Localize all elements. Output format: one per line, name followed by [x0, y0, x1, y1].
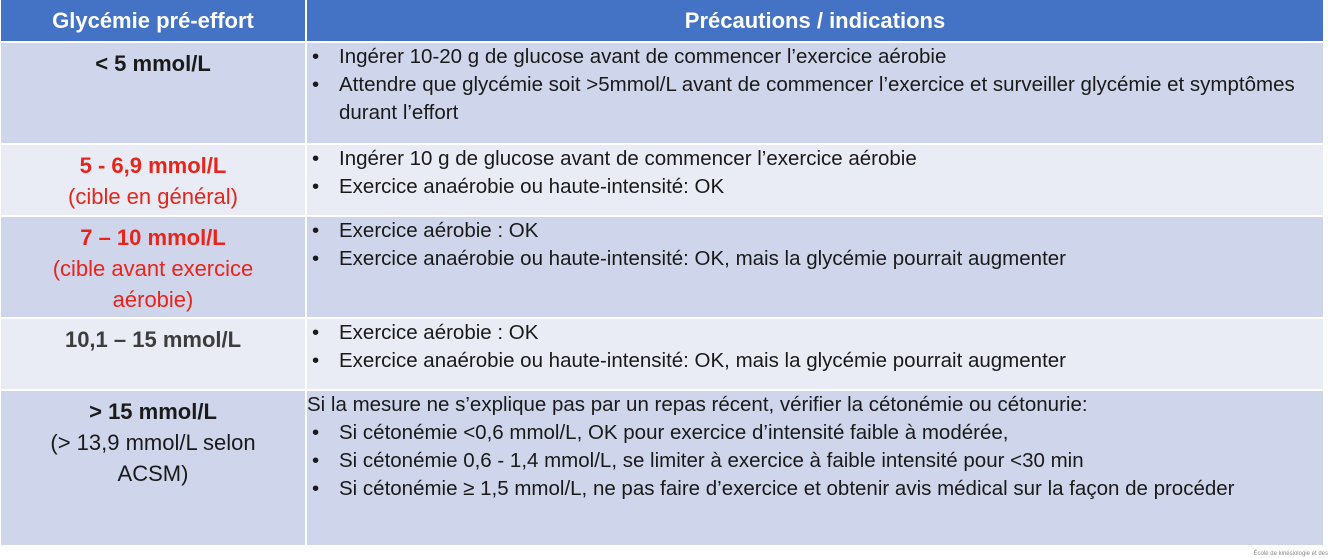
indications-list: [307, 145, 1323, 201]
list-item: • Si cétonémie ≥ 1,5 mmol/L, ne pas faire d’exercice et obtenir avis médical sur la façon de procéder: [307, 475, 1323, 503]
list-item: • Exercice aérobie : OK: [307, 217, 1323, 245]
glycemia-value: 5 - 6,9 mmol/L: [79, 153, 227, 178]
glycemia-note: (cible en général): [68, 184, 238, 209]
glycemia-cell: [1, 318, 306, 390]
indications-cell: [306, 390, 1323, 546]
list-item: • Ingérer 10-20 g de glucose avant de commencer l’exercice aérobie: [307, 43, 1323, 71]
indications-cell: [306, 144, 1323, 216]
table-header-row: [1, 0, 1323, 42]
glycemia-value: 10,1 – 15 mmol/L: [64, 327, 242, 352]
indications-cell: [306, 42, 1323, 144]
indications-list: [307, 419, 1323, 503]
header-precautions: Précautions / indications: [306, 0, 1323, 42]
indications-list: [307, 43, 1323, 127]
list-item: • Exercice aérobie : OK: [307, 319, 1323, 347]
list-item: • Si cétonémie 0,6 - 1,4 mmol/L, se limiter à exercice à faible intensité pour <30 min: [307, 447, 1323, 475]
glycemia-value: > 15 mmol/L: [89, 399, 217, 424]
indications-list: [307, 319, 1323, 375]
table-row: [1, 390, 1323, 546]
list-item: • Exercice anaérobie ou haute-intensité: OK: [307, 173, 1323, 201]
list-item: • Ingérer 10 g de glucose avant de commencer l’exercice aérobie: [307, 145, 1323, 173]
indications-list: [307, 217, 1323, 273]
list-item: • Attendre que glycémie soit >5mmol/L avant de commencer l’exercice et surveiller glycémie et symptômes durant l’effort: [307, 71, 1323, 127]
list-item: • Exercice anaérobie ou haute-intensité: OK, mais la glycémie pourrait augmenter: [307, 245, 1323, 273]
footer-credit: École de kinésiologie et des: [1253, 551, 1328, 557]
glycemia-value: 7 – 10 mmol/L: [80, 225, 226, 250]
header-glycemia: Glycémie pré-effort: [1, 0, 306, 42]
table-row: [1, 318, 1323, 390]
glycemia-value: < 5 mmol/L: [95, 51, 211, 76]
glycemia-note: (> 13,9 mmol/L selon ACSM): [50, 430, 256, 486]
table-row: [1, 42, 1323, 144]
indications-intro: Si la mesure ne s’explique pas par un repas récent, vérifier la cétonémie ou cétonurie:: [307, 393, 1088, 416]
table-row: [1, 216, 1323, 318]
glycemia-cell: [1, 42, 306, 144]
list-item: • Si cétonémie <0,6 mmol/L, OK pour exercice d’intensité faible à modérée,: [307, 419, 1323, 447]
indications-cell: [306, 216, 1323, 318]
glycemia-note: (cible avant exercice aérobie): [52, 256, 254, 312]
glycemia-table: [1, 0, 1323, 547]
glycemia-cell: [1, 390, 306, 546]
glycemia-cell: [1, 144, 306, 216]
indications-cell: [306, 318, 1323, 390]
table-row: [1, 144, 1323, 216]
glycemia-cell: [1, 216, 306, 318]
list-item: • Exercice anaérobie ou haute-intensité: OK, mais la glycémie pourrait augmenter: [307, 347, 1323, 375]
